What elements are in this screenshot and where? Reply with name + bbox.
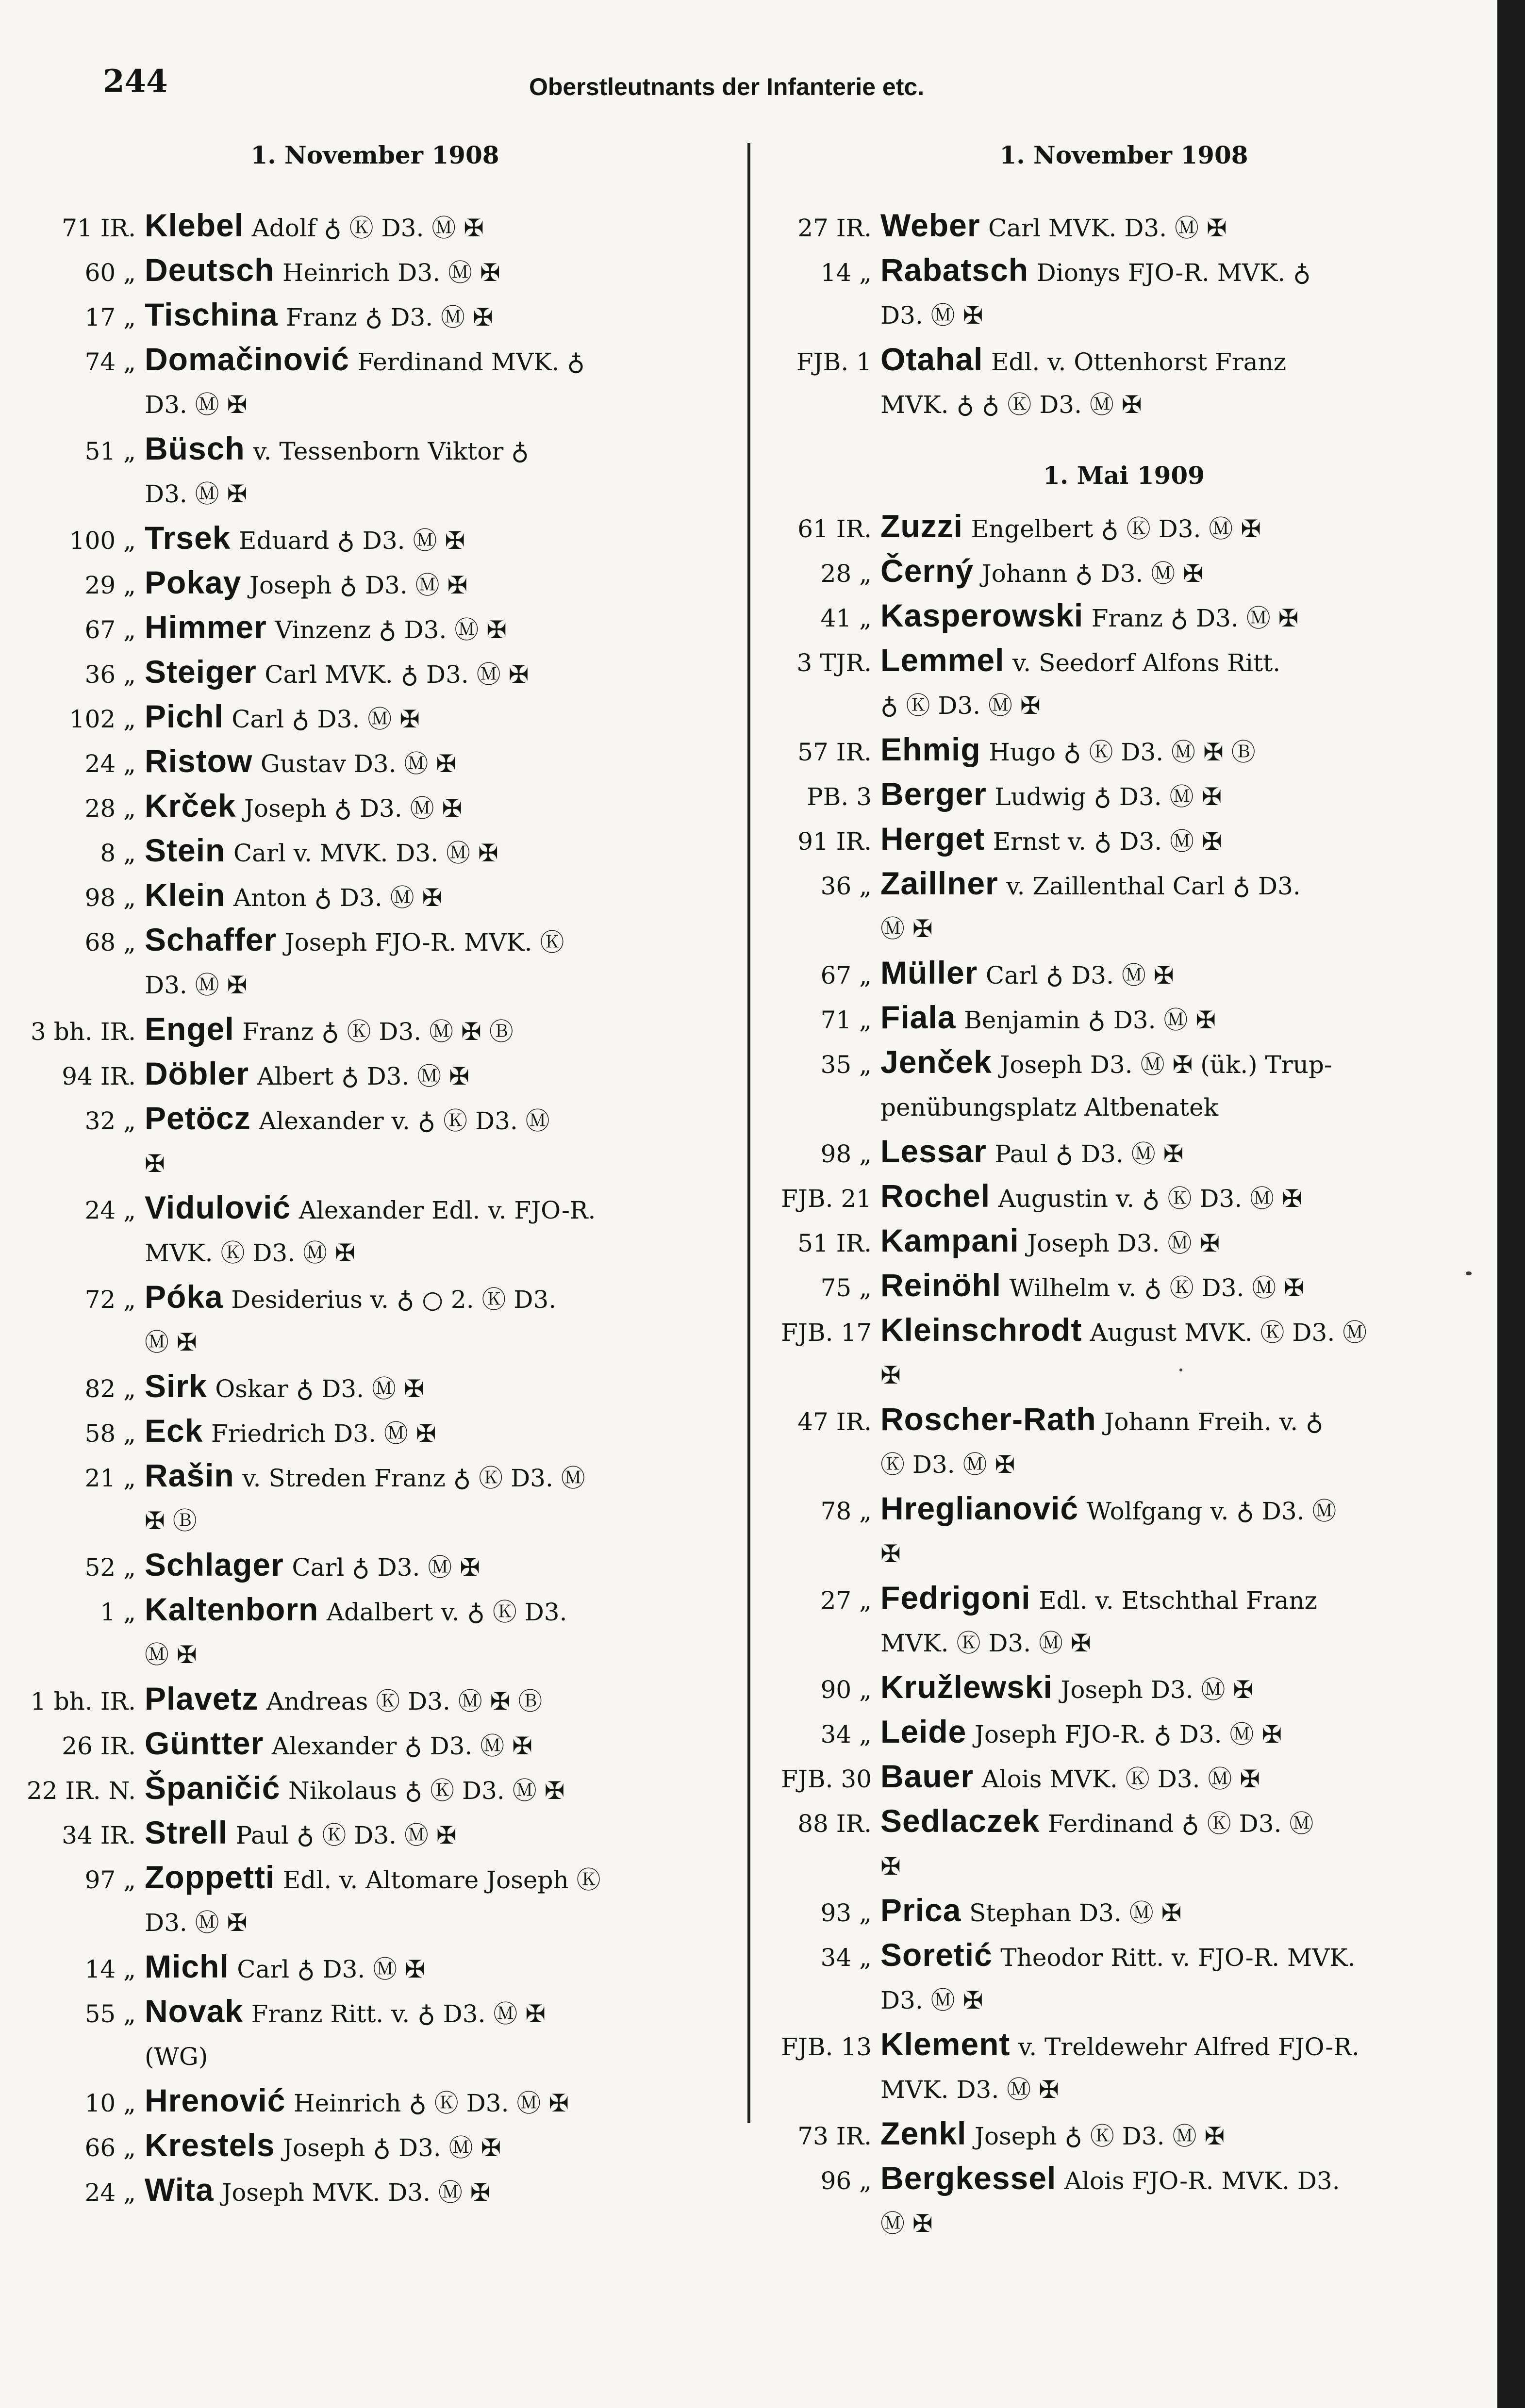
officer-details: Adolf ♁ Ⓚ D3. Ⓜ ✠ (251, 214, 484, 242)
unit-label: FJB. 30 (781, 1765, 872, 1793)
list-item (0, 2079, 569, 2125)
officer-details: Hugo ♁ Ⓚ D3. Ⓜ ✠ Ⓑ (989, 738, 1256, 766)
officer-surname: Leide (880, 1714, 967, 1749)
page-header (0, 0, 1497, 126)
officer-details: Benjamin ♁ D3. Ⓜ ✠ (963, 1006, 1216, 1034)
list-item (0, 248, 500, 294)
officer-surname: Póka (145, 1279, 223, 1315)
unit-label: 36 „ (84, 660, 136, 689)
officer-surname: Reinöhl (880, 1267, 1001, 1303)
list-item (750, 1666, 1253, 1711)
list-item (0, 1945, 425, 1991)
officer-details-continued: ✠ Ⓑ (145, 1507, 197, 1535)
officer-details: Alexander ♁ D3. Ⓜ ✠ (271, 1732, 533, 1760)
officer-surname: Trsek (145, 520, 231, 556)
officer-surname: Pichl (145, 698, 224, 734)
officer-surname: Berger (880, 776, 987, 812)
unit-label: 36 „ (820, 872, 872, 900)
officer-surname: Döbler (145, 1056, 249, 1091)
unit-label: 100 „ (69, 527, 136, 555)
unit-label: 22 IR. N. (26, 1777, 136, 1805)
list-item (750, 549, 1203, 595)
officer-surname: Stein (145, 832, 226, 868)
officer-details: Augustin v. ♁ Ⓚ D3. Ⓜ ✠ (998, 1185, 1302, 1213)
unit-label: FJB. 1 (796, 348, 872, 376)
unit-label: 57 IR. (797, 738, 872, 766)
officer-surname: Prica (880, 1892, 961, 1928)
officer-details: Ferdinand ♁ Ⓚ D3. Ⓜ (1047, 1810, 1314, 1838)
officer-surname: Hrenović (145, 2082, 286, 2118)
unit-label: PB. 3 (807, 783, 872, 811)
officer-details: Carl ♁ D3. Ⓜ ✠ (232, 705, 420, 733)
unit-label: 66 „ (84, 2134, 136, 2162)
officer-details-continued: Ⓜ ✠ (880, 2210, 933, 2238)
officer-details: Ernst v. ♁ D3. Ⓜ ✠ (993, 827, 1222, 856)
officer-surname: Hreglianović (880, 1490, 1079, 1526)
officer-details: Joseph ♁ D3. Ⓜ ✠ (283, 2134, 501, 2162)
officer-details-continued: penübungsplatz Altbenatek (880, 1093, 1218, 1122)
officer-surname: Krček (145, 788, 236, 824)
list-item (0, 1722, 532, 1767)
officer-surname: Kleinschrodt (880, 1312, 1082, 1348)
unit-label: 71 IR. (62, 214, 136, 242)
officer-surname: Soretić (880, 1937, 993, 1973)
list-item (750, 1264, 1304, 1309)
officer-details-continued: MVK. Ⓚ D3. Ⓜ ✠ (145, 1239, 355, 1267)
officer-surname: Weber (880, 207, 980, 243)
unit-label: 58 „ (84, 1419, 136, 1448)
officer-surname: Fedrigoni (880, 1580, 1031, 1616)
officer-surname: Jenček (880, 1044, 992, 1080)
list-item (750, 594, 1298, 640)
section-date-heading: 1. November 1908 (250, 141, 499, 169)
officer-surname: Kampani (880, 1222, 1019, 1258)
officer-details: Paul ♁ D3. Ⓜ ✠ (995, 1140, 1184, 1168)
officer-details: Franz ♁ D3. Ⓜ ✠ (286, 303, 493, 331)
list-item (0, 338, 585, 426)
officer-surname: Eck (145, 1413, 203, 1449)
unit-label: 24 „ (84, 1196, 136, 1224)
officer-surname: Španičić (145, 1770, 281, 1806)
officer-surname: Ristow (145, 743, 253, 779)
officer-details-continued: ✠ (880, 1361, 901, 1389)
unit-label: FJB. 13 (781, 2033, 872, 2061)
list-item (0, 918, 564, 1006)
officer-details: Friedrich D3. Ⓜ ✠ (211, 1419, 436, 1448)
officer-surname: Engel (145, 1011, 234, 1047)
officer-details: August MVK. Ⓚ D3. Ⓜ (1090, 1319, 1367, 1347)
officer-surname: Lessar (880, 1133, 987, 1169)
officer-surname: Černý (880, 553, 974, 589)
officer-surname: Otahal (880, 341, 983, 377)
unit-label: 47 IR. (797, 1408, 872, 1436)
unit-label: 35 „ (820, 1051, 872, 1079)
officer-details-continued: MVK. D3. Ⓜ ✠ (880, 2076, 1059, 2104)
unit-label: 8 „ (100, 839, 136, 867)
unit-label: 52 „ (84, 1553, 136, 1582)
officer-details: Theodor Ritt. v. FJO-R. MVK. (1000, 1944, 1356, 1972)
officer-details-continued: Ⓜ ✠ (880, 915, 933, 943)
officer-surname: Schlager (145, 1547, 284, 1583)
unit-label: 21 „ (84, 1464, 136, 1492)
officer-details: Carl ♁ D3. Ⓜ ✠ (985, 961, 1174, 990)
list-item (750, 1174, 1302, 1220)
list-item (750, 1755, 1260, 1800)
officer-details: Alois FJO-R. MVK. D3. (1064, 2167, 1340, 2195)
officer-surname: Sirk (145, 1368, 207, 1404)
unit-label: 74 „ (84, 348, 136, 376)
unit-label: 61 IR. (797, 515, 872, 543)
unit-label: FJB. 21 (781, 1185, 872, 1213)
list-item (0, 829, 498, 874)
list-item (0, 650, 529, 696)
officer-details: Franz ♁ D3. Ⓜ ✠ (1091, 604, 1299, 632)
unit-label: 28 „ (820, 560, 872, 588)
unit-label: 71 „ (820, 1006, 872, 1034)
officer-details-continued: ✠ (880, 1852, 901, 1880)
officer-details: Edl. v. Ottenhorst Franz (991, 348, 1287, 376)
list-item (750, 1130, 1184, 1175)
officer-surname: Fiala (880, 999, 956, 1035)
officer-details: Oskar ♁ D3. Ⓜ ✠ (215, 1375, 424, 1403)
unit-label: 14 „ (820, 259, 872, 287)
officer-details-continued: D3. Ⓜ ✠ (145, 480, 248, 508)
officer-details: Wolfgang v. ♁ D3. Ⓜ (1086, 1497, 1337, 1525)
officer-surname: Himmer (145, 609, 267, 645)
unit-label: 98 „ (820, 1140, 872, 1168)
officer-details: Vinzenz ♁ D3. Ⓜ ✠ (275, 616, 507, 644)
list-item (0, 1811, 457, 1857)
officer-details: v. Seedorf Alfons Ritt. (1012, 649, 1281, 677)
officer-details: Dionys FJO-R. MVK. ♁ (1036, 259, 1311, 287)
officer-details: Franz ♁ Ⓚ D3. Ⓜ ✠ Ⓑ (242, 1018, 514, 1046)
officer-details: Alexander v. ♁ Ⓚ D3. Ⓜ (259, 1107, 550, 1135)
list-item (750, 951, 1174, 997)
officer-surname: Güntter (145, 1725, 264, 1761)
officer-details: Gustav D3. Ⓜ ✠ (260, 750, 457, 778)
unit-label: 94 IR. (62, 1062, 136, 1090)
unit-label: 90 „ (820, 1676, 872, 1704)
list-item (0, 1543, 480, 1589)
unit-label: 10 „ (84, 2089, 136, 2117)
unit-label: 24 „ (84, 750, 136, 778)
list-item (0, 2168, 491, 2214)
officer-details-continued: D3. Ⓜ ✠ (880, 1986, 983, 2014)
unit-label: 98 „ (84, 884, 136, 912)
unit-label: 29 „ (84, 571, 136, 599)
unit-label: 51 IR. (797, 1229, 872, 1257)
officer-details: Edl. v. Altomare Joseph Ⓚ (282, 1866, 601, 1894)
officer-details-continued: D3. Ⓜ ✠ (880, 301, 983, 330)
unit-label: 24 „ (84, 2178, 136, 2207)
unit-label: 97 „ (84, 1866, 136, 1894)
list-item (750, 1487, 1336, 1575)
officer-details: Joseph D3. Ⓜ ✠ (ük.) Trup- (1000, 1051, 1332, 1079)
officer-surname: Kasperowski (880, 597, 1084, 633)
list-item (0, 427, 529, 515)
unit-label: 34 „ (820, 1720, 872, 1748)
list-item (0, 561, 467, 607)
officer-surname: Krestels (145, 2127, 275, 2163)
list-item (750, 728, 1256, 774)
unit-label: 26 IR. (62, 1732, 136, 1760)
list-item (750, 505, 1261, 550)
list-item (0, 1365, 424, 1410)
officer-surname: Rašin (145, 1457, 234, 1493)
officer-surname: Klement (880, 2026, 1011, 2062)
list-item (750, 1040, 1332, 1129)
list-item (750, 639, 1280, 727)
officer-details-continued: ✠ (880, 1540, 901, 1568)
officer-details-continued: Ⓜ ✠ (145, 1328, 197, 1356)
officer-details: Joseph D3. Ⓜ ✠ (1027, 1229, 1220, 1257)
officer-surname: Tischina (145, 297, 278, 332)
officer-details: Joseph ♁ Ⓚ D3. Ⓜ ✠ (974, 2122, 1225, 2150)
officer-details: v. Streden Franz ♁ Ⓚ D3. Ⓜ (242, 1464, 585, 1492)
officer-surname: Pokay (145, 564, 242, 600)
officer-details-continued: (WG) (145, 2043, 208, 2071)
list-item (0, 293, 493, 339)
unit-label: 67 „ (84, 616, 136, 644)
unit-label: 60 „ (84, 259, 136, 287)
officer-details: Carl ♁ D3. Ⓜ ✠ (237, 1955, 425, 1983)
officer-details: Anton ♁ D3. Ⓜ ✠ (233, 884, 443, 912)
officer-surname: Zuzzi (880, 508, 963, 544)
list-item (750, 2112, 1225, 2158)
officer-surname: Klebel (145, 207, 244, 243)
list-item (0, 1275, 556, 1364)
list-item (750, 773, 1222, 818)
list-item (0, 2124, 501, 2169)
running-head: Oberstleutnants der Infanterie etc. (529, 73, 925, 100)
officer-surname: Lemmel (880, 642, 1005, 678)
list-item (0, 1186, 596, 1274)
officer-details: v. Tessenborn Viktor ♁ (253, 437, 529, 465)
list-item (0, 1677, 542, 1723)
unit-label: 55 „ (84, 2000, 136, 2028)
unit-label: 28 „ (84, 794, 136, 823)
section-date-heading: 1. Mai 1909 (1043, 461, 1205, 490)
unit-label: 51 „ (84, 437, 136, 465)
list-item (750, 338, 1286, 426)
officer-surname: Zoppetti (145, 1859, 275, 1895)
officer-surname: Wita (145, 2172, 214, 2208)
unit-label: 3 bh. IR. (31, 1018, 136, 1046)
officer-details-continued: ♁ Ⓚ D3. Ⓜ ✠ (880, 692, 1041, 720)
list-item (750, 1576, 1317, 1665)
list-item (0, 784, 462, 830)
list-item (0, 874, 442, 919)
officer-details: Alois MVK. Ⓚ D3. Ⓜ ✠ (981, 1765, 1260, 1793)
officer-details: Paul ♁ Ⓚ D3. Ⓜ ✠ (235, 1821, 457, 1849)
officer-surname: Deutsch (145, 252, 275, 288)
list-item (750, 2023, 1359, 2111)
list-item (750, 817, 1222, 863)
officer-details: Ferdinand MVK. ♁ (357, 348, 585, 376)
unit-label: 96 „ (820, 2167, 872, 2195)
list-item (0, 1409, 436, 1455)
officer-surname: Zaillner (880, 865, 998, 901)
officer-surname: Petöcz (145, 1100, 251, 1136)
officer-details: Wilhelm v. ♁ Ⓚ D3. Ⓜ ✠ (1009, 1274, 1305, 1302)
officer-details: Joseph D3. Ⓜ ✠ (1061, 1676, 1254, 1704)
list-item (0, 1454, 585, 1542)
officer-details: Carl ♁ D3. Ⓜ ✠ (292, 1553, 481, 1582)
list-item (750, 2157, 1340, 2245)
officer-surname: Novak (145, 1993, 244, 2029)
officer-details: Carl MVK. ♁ D3. Ⓜ ✠ (265, 660, 529, 689)
unit-label: 3 TJR. (796, 649, 872, 677)
unit-label: 82 „ (84, 1375, 136, 1403)
unit-label: 73 IR. (797, 2122, 872, 2150)
officer-surname: Schaffer (145, 922, 277, 957)
unit-label: 14 „ (84, 1955, 136, 1983)
officer-surname: Büsch (145, 430, 245, 466)
unit-label: 27 IR. (797, 214, 872, 242)
unit-label: 91 IR. (797, 827, 872, 856)
officer-details-continued: D3. Ⓜ ✠ (145, 391, 248, 419)
officer-details: Carl MVK. D3. Ⓜ ✠ (988, 214, 1227, 242)
speck-mark (1466, 1271, 1472, 1275)
officer-details-continued: D3. Ⓜ ✠ (145, 1909, 248, 1937)
officer-details: v. Treldewehr Alfred FJO-R. (1018, 2033, 1359, 2061)
officer-details: Heinrich D3. Ⓜ ✠ (282, 259, 500, 287)
officer-surname: Plavetz (145, 1681, 259, 1716)
officer-details: Joseph FJO-R. ♁ D3. Ⓜ ✠ (974, 1720, 1282, 1748)
officer-details: Joseph ♁ D3. Ⓜ ✠ (249, 571, 468, 599)
unit-label: 72 „ (84, 1286, 136, 1314)
officer-details: Alexander Edl. v. FJO-R. (298, 1196, 596, 1224)
officer-details: Edl. v. Etschthal Franz (1039, 1586, 1317, 1615)
officer-details: Franz Ritt. v. ♁ D3. Ⓜ ✠ (251, 2000, 546, 2028)
speck-mark (1179, 1369, 1182, 1371)
list-item (0, 606, 507, 651)
officer-surname: Domačinović (145, 341, 349, 377)
officer-details: Albert ♁ D3. Ⓜ ✠ (257, 1062, 470, 1090)
officer-surname: Müller (880, 955, 978, 990)
list-item (0, 1588, 567, 1676)
unit-label: 41 „ (820, 604, 872, 632)
officer-details: Johann ♁ D3. Ⓜ ✠ (981, 560, 1203, 588)
officer-surname: Klein (145, 877, 226, 913)
officer-surname: Rabatsch (880, 252, 1029, 288)
list-item (750, 204, 1227, 249)
officer-details: Joseph ♁ D3. Ⓜ ✠ (244, 794, 463, 823)
officer-surname: Vidulović (145, 1189, 291, 1225)
officer-surname: Steiger (145, 654, 257, 690)
officer-details: Ludwig ♁ D3. Ⓜ ✠ (995, 783, 1222, 811)
list-item (0, 740, 456, 785)
unit-label: 1 „ (100, 1598, 136, 1626)
officer-details-continued: ✠ (145, 1150, 165, 1178)
officer-details-continued: D3. Ⓜ ✠ (145, 971, 248, 999)
page-number: 244 (103, 63, 168, 99)
officer-surname: Strell (145, 1814, 228, 1850)
officer-details: Heinrich ♁ Ⓚ D3. Ⓜ ✠ (293, 2089, 569, 2117)
section-date-heading: 1. November 1908 (999, 141, 1248, 169)
officer-surname: Bergkessel (880, 2160, 1057, 2196)
officer-details: Engelbert ♁ Ⓚ D3. Ⓜ ✠ (971, 515, 1261, 543)
list-item (750, 1710, 1282, 1756)
officer-details: Eduard ♁ D3. Ⓜ ✠ (239, 527, 465, 555)
list-item (0, 1766, 565, 1812)
officer-details: Carl v. MVK. D3. Ⓜ ✠ (233, 839, 498, 867)
unit-label: 93 „ (820, 1899, 872, 1927)
officer-surname: Kružlewski (880, 1669, 1053, 1705)
unit-label: 27 „ (820, 1586, 872, 1615)
officer-details-continued: MVK. ♁ ♁ Ⓚ D3. Ⓜ ✠ (880, 391, 1142, 419)
officer-details-continued: MVK. Ⓚ D3. Ⓜ ✠ (880, 1629, 1091, 1657)
unit-label: 67 „ (820, 961, 872, 990)
officer-surname: Michl (145, 1948, 229, 1984)
officer-surname: Ehmig (880, 731, 981, 767)
officer-details-continued: Ⓚ D3. Ⓜ ✠ (880, 1451, 1015, 1479)
unit-label: 32 „ (84, 1107, 136, 1135)
list-item (0, 516, 465, 562)
list-item (750, 1799, 1313, 1888)
officer-surname: Herget (880, 821, 985, 857)
list-item (750, 1889, 1182, 1934)
list-item (0, 1856, 601, 1944)
officer-surname: Rochel (880, 1178, 991, 1214)
list-item (750, 1219, 1220, 1265)
list-item (750, 862, 1301, 950)
officer-details-continued: Ⓜ ✠ (145, 1641, 197, 1669)
list-item (0, 204, 484, 249)
officer-surname: Zenkl (880, 2115, 967, 2151)
list-item (0, 1007, 514, 1053)
list-item (0, 695, 420, 741)
unit-label: 78 „ (820, 1497, 872, 1525)
officer-surname: Bauer (880, 1758, 974, 1794)
list-item (750, 1933, 1356, 2022)
officer-surname: Kaltenborn (145, 1591, 319, 1627)
list-item (0, 1097, 550, 1185)
list-item (750, 248, 1311, 337)
unit-label: 1 bh. IR. (31, 1687, 136, 1715)
unit-label: 68 „ (84, 928, 136, 957)
unit-label: 34 „ (820, 1944, 872, 1972)
unit-label: 34 IR. (62, 1821, 136, 1849)
officer-details: Stephan D3. Ⓜ ✠ (969, 1899, 1182, 1927)
unit-label: FJB. 17 (781, 1319, 872, 1347)
unit-label: 102 „ (69, 705, 136, 733)
unit-label: 75 „ (820, 1274, 872, 1302)
officer-details: Johann Freih. v. ♁ (1104, 1408, 1324, 1436)
officer-details: v. Zaillenthal Carl ♁ D3. (1006, 872, 1301, 900)
unit-label: 17 „ (84, 303, 136, 331)
list-item (750, 1398, 1324, 1486)
officer-details: Nikolaus ♁ Ⓚ D3. Ⓜ ✠ (288, 1777, 565, 1805)
list-item (750, 996, 1216, 1041)
list-item (750, 1308, 1367, 1397)
list-item (0, 1990, 546, 2078)
officer-details: Andreas Ⓚ D3. Ⓜ ✠ Ⓑ (266, 1687, 543, 1715)
officer-details: Adalbert v. ♁ Ⓚ D3. (326, 1598, 567, 1626)
officer-surname: Roscher-Rath (880, 1401, 1096, 1437)
list-item (0, 1052, 469, 1098)
officer-details: Joseph FJO-R. MVK. Ⓚ (284, 928, 564, 957)
unit-label: 88 IR. (797, 1810, 872, 1838)
officer-details: Desiderius v. ♁ ○ 2. Ⓚ D3. (231, 1286, 557, 1314)
officer-surname: Sedlaczek (880, 1803, 1040, 1839)
officer-details: Joseph MVK. D3. Ⓜ ✠ (222, 2178, 491, 2207)
